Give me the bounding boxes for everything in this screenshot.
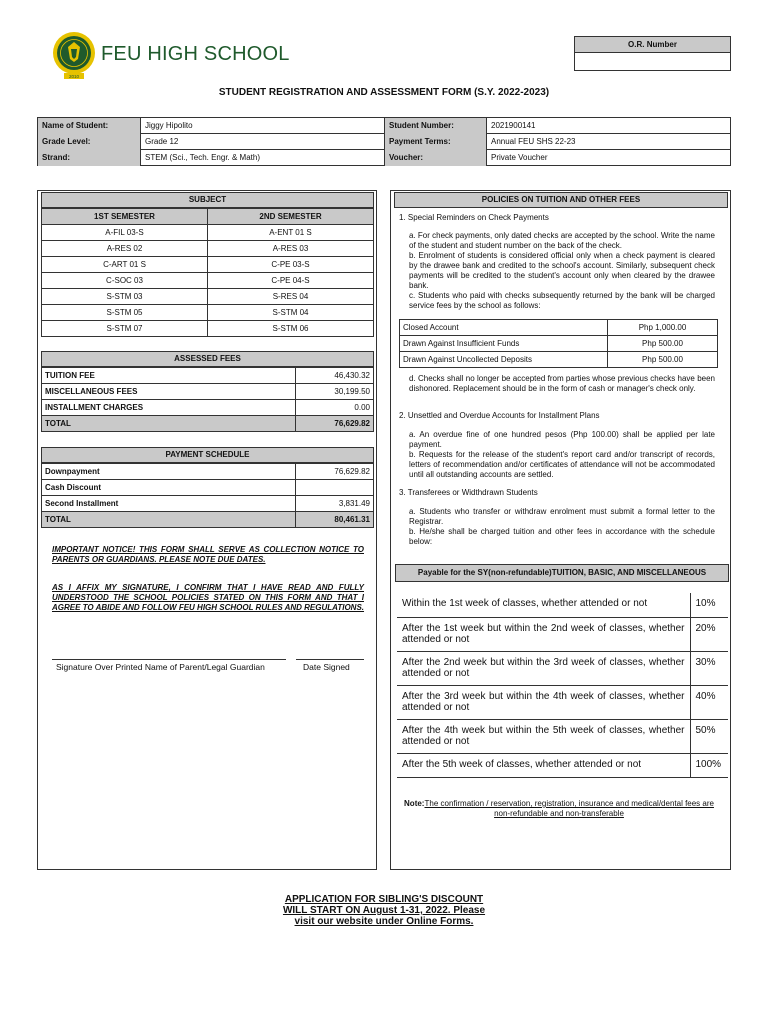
table-row bbox=[42, 225, 374, 241]
refund-period: After the 2nd week but within the 3rd week of classes, whether attended or not bbox=[397, 651, 690, 685]
policy-text: c. Students who paid with checks subsequently returned by the bank will be charged service fees by the school as follows: bbox=[409, 291, 715, 310]
check-fee-label: Closed Account bbox=[400, 320, 608, 336]
policy-text: d. Checks shall no longer be accepted from parties whose previous checks have been dishonored. Replacement should be in the form of cash or manager's check only. bbox=[409, 374, 715, 393]
check-fee-label: Drawn Against Uncollected Deposits bbox=[400, 352, 608, 368]
subject-table bbox=[41, 208, 374, 337]
check-fee-amount: Php 500.00 bbox=[608, 336, 718, 352]
overdue-accounts-heading: 2. Unsettled and Overdue Accounts for Installment Plans bbox=[399, 411, 600, 420]
table-row bbox=[42, 368, 374, 384]
policy-text: b. Requests for the release of the student's report card and/or transcript of records, letters of recommendation and/or certificates of attendance will not be accommodated until all outstanding accounts are settled. bbox=[409, 450, 715, 479]
refund-percent: 40% bbox=[690, 685, 728, 719]
subject-title: SUBJECT bbox=[41, 192, 374, 208]
or-number-box bbox=[574, 36, 731, 71]
grade-level-label: Grade Level: bbox=[38, 134, 140, 150]
table-row bbox=[397, 617, 728, 651]
payment-terms-label: Payment Terms: bbox=[385, 134, 486, 150]
strand: STEM (Sci., Tech. Engr. & Math) bbox=[145, 153, 260, 162]
payment-schedule-table bbox=[41, 463, 374, 528]
footer-line: visit our website under Online Forms. bbox=[294, 916, 474, 927]
student-name-label: Name of Student: bbox=[38, 118, 140, 134]
refund-period: Within the 1st week of classes, whether attended or not bbox=[397, 593, 690, 617]
footer-line: WILL START ON August 1-31, 2022. Please bbox=[282, 905, 486, 916]
collection-notice: IMPORTANT NOTICE! THIS FORM SHALL SERVE AS COLLECTION NOTICE TO PARENTS OR GUARDIANS. PLEASE NOTE DUE DATES. bbox=[52, 545, 364, 564]
first-semester-header: 1ST SEMESTER bbox=[42, 209, 208, 225]
table-row bbox=[397, 651, 728, 685]
subject-cell: S-STM 04 bbox=[208, 305, 374, 321]
fee-label: INSTALLMENT CHARGES bbox=[42, 400, 296, 416]
refund-period: After the 5th week of classes, whether attended or not bbox=[397, 753, 690, 777]
policy-text: a. Students who transfer or withdraw enrolment must submit a formal letter to the Registrar. bbox=[409, 507, 715, 526]
table-row bbox=[42, 321, 374, 337]
table-row bbox=[400, 320, 718, 336]
refund-percent: 100% bbox=[690, 753, 728, 777]
subject-cell: C-ART 01 S bbox=[42, 257, 208, 273]
subject-cell: S-RES 04 bbox=[208, 289, 374, 305]
total-amount: 80,461.31 bbox=[296, 512, 374, 528]
fee-amount: 30,199.50 bbox=[296, 384, 374, 400]
table-row bbox=[42, 400, 374, 416]
footer-line: APPLICATION FOR SIBLING'S DISCOUNT bbox=[284, 894, 484, 905]
fee-amount: 0.00 bbox=[296, 400, 374, 416]
signature-line bbox=[52, 659, 286, 660]
refund-percent: 30% bbox=[690, 651, 728, 685]
subject-cell: A-RES 03 bbox=[208, 241, 374, 257]
payable-title: Payable for the SY(non-refundable)TUITION, BASIC, AND MISCELLANEOUS bbox=[395, 564, 729, 582]
subject-cell: S-STM 05 bbox=[42, 305, 208, 321]
second-semester-header: 2ND SEMESTER bbox=[208, 209, 374, 225]
total-row bbox=[42, 512, 374, 528]
subject-cell: C-PE 03-S bbox=[208, 257, 374, 273]
note-text: The confirmation / reservation, registration, insurance and medical/dental fees are non-refundable and non-transferable bbox=[424, 799, 714, 818]
subject-cell: S-STM 07 bbox=[42, 321, 208, 337]
table-row bbox=[42, 305, 374, 321]
check-reminders-heading: 1. Special Reminders on Check Payments bbox=[399, 213, 549, 222]
payment-label: Downpayment bbox=[42, 464, 296, 480]
table-row bbox=[397, 719, 728, 753]
table-row bbox=[400, 336, 718, 352]
signature-confirmation-notice: AS I AFFIX MY SIGNATURE, I CONFIRM THAT I HAVE READ AND FULLY UNDERSTOOD THE SCHOOL POLICIES STATED ON THIS FORM AND THAT I AGREE TO ABIDE AND FOLLOW FEU HIGH SCHOOL RULES AND REGULATIONS. bbox=[52, 583, 365, 612]
or-number-label: O.R. Number bbox=[575, 37, 730, 53]
date-line bbox=[296, 659, 364, 660]
total-label: TOTAL bbox=[42, 512, 296, 528]
subject-cell: C-SOC 03 bbox=[42, 273, 208, 289]
refund-period: After the 3rd week but within the 4th week of classes, whether attended or not bbox=[397, 685, 690, 719]
table-row bbox=[42, 257, 374, 273]
refund-note bbox=[400, 799, 718, 819]
fee-label: TUITION FEE bbox=[42, 368, 296, 384]
refund-percent: 50% bbox=[690, 719, 728, 753]
policy-text: b. Enrolment of students is considered official only when a check payment is cleared by the drawee bank and credited to the school's account. Similarly, subsequent check payments will be credited to the student's account only when cleared by the drawee bank. bbox=[409, 251, 715, 290]
school-name: FEU HIGH SCHOOL bbox=[101, 43, 290, 65]
policy-text: a. An overdue fine of one hundred pesos (Php 100.00) shall be applied per late payment. bbox=[409, 430, 715, 449]
student-number-label: Student Number: bbox=[385, 118, 486, 134]
subject-cell: S-STM 03 bbox=[42, 289, 208, 305]
table-row bbox=[400, 352, 718, 368]
subject-cell: A-RES 02 bbox=[42, 241, 208, 257]
payment-schedule-title: PAYMENT SCHEDULE bbox=[41, 447, 374, 463]
note-label: Note: bbox=[404, 799, 425, 808]
payment-amount bbox=[296, 480, 374, 496]
refund-percent: 20% bbox=[690, 617, 728, 651]
voucher-label: Voucher: bbox=[385, 150, 486, 166]
refund-schedule-table bbox=[397, 593, 728, 778]
table-row bbox=[42, 480, 374, 496]
table-row bbox=[42, 289, 374, 305]
table-row bbox=[42, 384, 374, 400]
total-row bbox=[42, 416, 374, 432]
transferees-heading: 3. Transferees or Widthdrawn Students bbox=[399, 488, 538, 497]
subject-cell: S-STM 06 bbox=[208, 321, 374, 337]
total-amount: 76,629.82 bbox=[296, 416, 374, 432]
parent-signature-label: Signature Over Printed Name of Parent/Legal Guardian bbox=[56, 662, 265, 672]
student-number: 2021900141 bbox=[491, 121, 536, 130]
svg-text:2010: 2010 bbox=[68, 74, 80, 79]
strand-label: Strand: bbox=[38, 150, 140, 166]
student-info-table bbox=[37, 117, 731, 166]
subject-cell: A-FIL 03-S bbox=[42, 225, 208, 241]
table-row bbox=[397, 593, 728, 617]
subject-cell: A-ENT 01 S bbox=[208, 225, 374, 241]
total-label: TOTAL bbox=[42, 416, 296, 432]
refund-period: After the 4th week but within the 5th week of classes, whether attended or not bbox=[397, 719, 690, 753]
grade-level: Grade 12 bbox=[145, 137, 179, 146]
policy-text: b. He/she shall be charged tuition and other fees in accordance with the schedule below: bbox=[409, 527, 715, 546]
table-row bbox=[42, 273, 374, 289]
student-name: Jiggy Hipolito bbox=[145, 121, 193, 130]
sibling-discount-notice bbox=[0, 894, 768, 927]
payment-terms: Annual FEU SHS 22-23 bbox=[491, 137, 576, 146]
check-fees-table bbox=[399, 319, 718, 368]
assessed-fees-title: ASSESSED FEES bbox=[41, 351, 374, 367]
check-fee-amount: Php 1,000.00 bbox=[608, 320, 718, 336]
table-row bbox=[42, 241, 374, 257]
check-fee-label: Drawn Against Insufficient Funds bbox=[400, 336, 608, 352]
fee-amount: 46,430.32 bbox=[296, 368, 374, 384]
policy-text: a. For check payments, only dated checks are accepted by the school. Write the name of the student and student number on the back of the check. bbox=[409, 231, 715, 250]
payment-amount: 3,831.49 bbox=[296, 496, 374, 512]
payment-label: Second Installment bbox=[42, 496, 296, 512]
table-row bbox=[397, 753, 728, 777]
table-row bbox=[42, 464, 374, 480]
payment-amount: 76,629.82 bbox=[296, 464, 374, 480]
payment-label: Cash Discount bbox=[42, 480, 296, 496]
form-title: STUDENT REGISTRATION AND ASSESSMENT FORM (S.Y. 2022-2023) bbox=[218, 87, 550, 98]
voucher: Private Voucher bbox=[491, 153, 548, 162]
refund-period: After the 1st week but within the 2nd week of classes, whether attended or not bbox=[397, 617, 690, 651]
table-row bbox=[42, 496, 374, 512]
assessed-fees-table bbox=[41, 367, 374, 432]
subject-cell: C-PE 04-S bbox=[208, 273, 374, 289]
check-fee-amount: Php 500.00 bbox=[608, 352, 718, 368]
school-seal-logo bbox=[52, 29, 96, 81]
fee-label: MISCELLANEOUS FEES bbox=[42, 384, 296, 400]
or-number-value bbox=[575, 53, 730, 70]
refund-percent: 10% bbox=[690, 593, 728, 617]
table-row bbox=[397, 685, 728, 719]
date-signed-label: Date Signed bbox=[303, 662, 350, 672]
policies-title: POLICIES ON TUITION AND OTHER FEES bbox=[394, 192, 728, 208]
